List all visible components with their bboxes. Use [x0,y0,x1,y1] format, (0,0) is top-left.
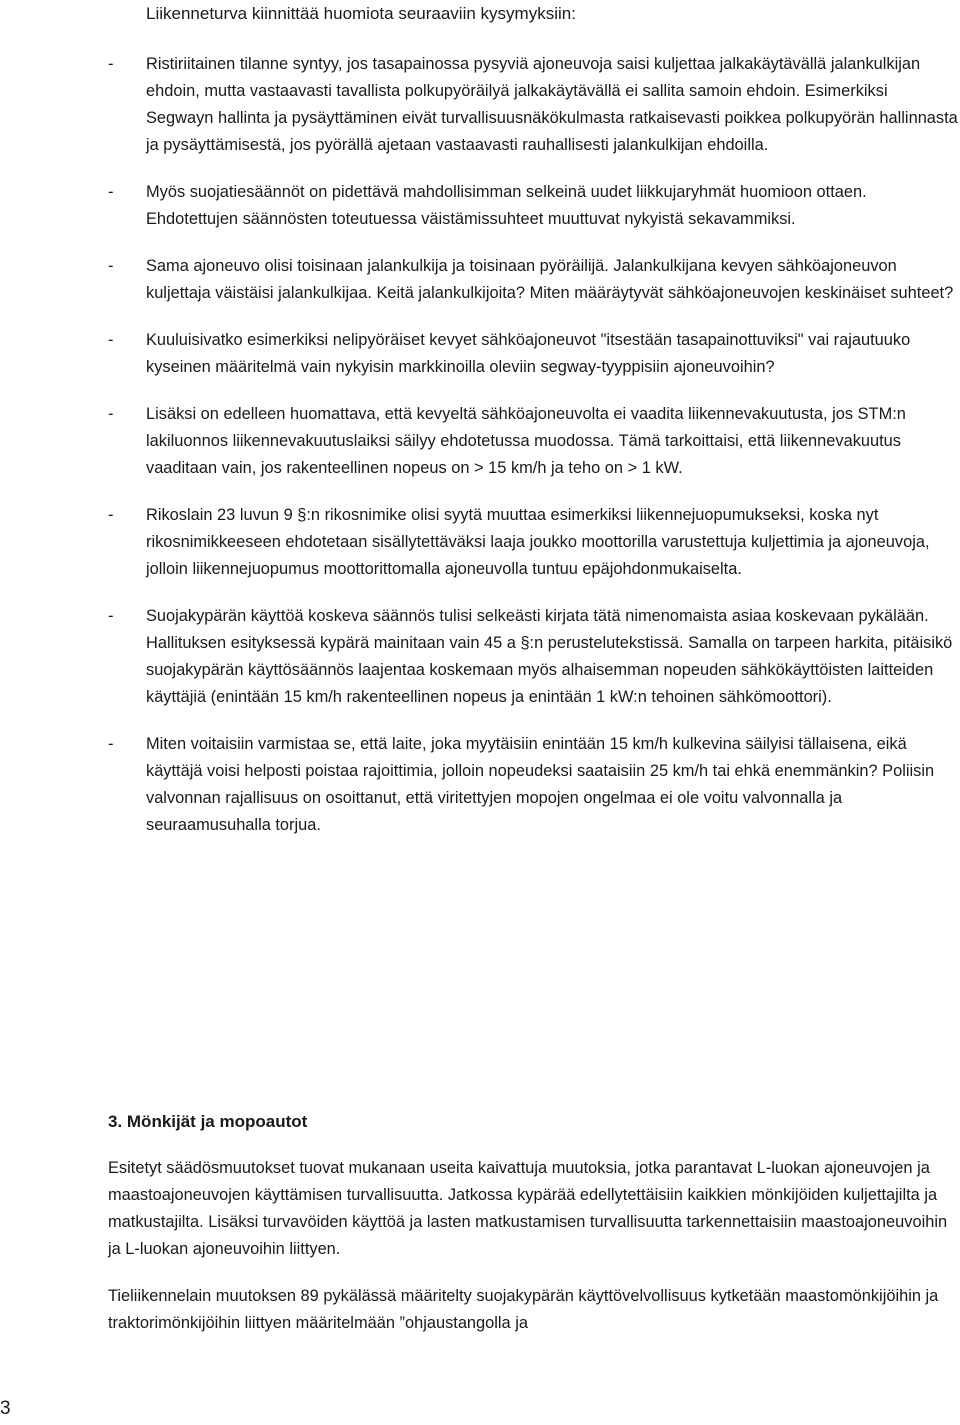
list-item [108,253,958,307]
list-item [108,327,958,381]
bullet-dash: - [108,183,114,201]
list-item [108,731,958,839]
bullet-dash: - [108,55,114,73]
list-item-text: Kuuluisivatko esimerkiksi nelipyöräiset kevyet sähköajoneuvot "itsestään tasapainottuviksi" vai rajautuuko kyseinen määritelmä vain nykyisin markkinoilla oleviin segway-tyyppisiin ajoneuvoihin? [146,331,911,376]
bullet-dash: - [108,257,114,275]
list-item-text: Lisäksi on edelleen huomattava, että kevyeltä sähköajoneuvolta ei vaadita liikennevakuutusta, jos STM:n lakiluonnos liikennevakuutuslaiksi säilyy ehdotetussa muodossa. Tämä tarkoittaisi, että liikennevakuutus vaaditaan vain, jos rakenteellinen nopeus on > 15 km/h ja teho on > 1 kW. [146,405,906,477]
section-mopeds [108,1108,958,1357]
list-item [108,502,958,583]
bullet-dash: - [108,405,114,423]
bullet-dash: - [108,607,114,625]
intro-text: Liikenneturva kiinnittää huomiota seuraaviin kysymyksiin: [146,4,576,23]
paragraph: Tieliikennelain muutoksen 89 pykälässä määritelty suojakypärän käyttövelvollisuus kytketään maastomönkijöihin ja traktorimönkijöihin liittyen määritelmään ”ohjaustangolla ja [108,1287,939,1332]
page-number: 3 [0,1398,11,1419]
list-item [108,401,958,482]
list-item-text: Miten voitaisiin varmistaa se, että laite, joka myytäisiin enintään 15 km/h kulkevina säilyisi tällaisena, eikä käyttäjä voisi helposti poistaa rajoittimia, jolloin nopeudeksi saataisiin 25 km/h tai ehkä enemmänkin? Poliisin valvonnan rajallisuus on osoittanut, että viritettyjen mopojen ongelmaa ei ole voitu valvonnalla ja seuraamusuhalla torjua. [146,735,935,834]
section-heading: 3. Mönkijät ja mopoautot [108,1112,308,1131]
list-item [108,603,958,711]
list-item-text: Suojakypärän käyttöä koskeva säännös tulisi selkeästi kirjata tätä nimenomaista asiaa koskevaan pykälään. Hallituksen esityksessä kypärä mainitaan vain 45 a §:n perustelutekstissä. Samalla on tarpeen harkita, pitäisikö suojakypärän käyttösäännös laajentaa koskemaan myös alhaisemman nopeuden sähkökäyttöisten laitteiden käyttäjiä (enintään 15 km/h rakenteellinen nopeus ja enintään 1 kW:n tehoinen sähkömoottori). [146,607,953,706]
list-item-text: Myös suojatiesäännöt on pidettävä mahdollisimman selkeinä uudet liikkujaryhmät huomioon ottaen. Ehdotettujen säännösten toteutuessa väistämissuhteet muuttuvat nykyistä sekavammiksi. [146,183,867,228]
list-item [108,179,958,233]
paragraph: Esitetyt säädösmuutokset tuovat mukanaan useita kaivattuja muutoksia, jotka parantavat L-luokan ajoneuvojen ja maastoajoneuvojen käyttämisen turvallisuutta. Jatkossa kypärää edellytettäisiin kaikkien mönkijöiden kuljettajilta ja matkustajilta. Lisäksi turvavöiden käyttöä ja lasten matkustamisen turvallisuutta tarkennettaisiin maastoajoneuvoihin ja L-luokan ajoneuvoihin liittyen. [108,1159,948,1258]
bullet-dash: - [108,506,114,524]
bullet-dash: - [108,331,114,349]
list-item-text: Rikoslain 23 luvun 9 §:n rikosnimike olisi syytä muuttaa esimerkiksi liikennejuopumukseksi, koska nyt rikosnimikkeeseen ehdotetaan sisällytettäväksi laaja joukko moottorilla varustettuja kuljettimia ja ajoneuvoja, jolloin liikennejuopumus moottorittomalla ajoneuvolla tuntuu epäjohdonmukaiselta. [146,506,930,578]
list-item [108,51,958,159]
bullet-list [108,51,958,859]
list-item-text: Sama ajoneuvo olisi toisinaan jalankulkija ja toisinaan pyöräilijä. Jalankulkijana kevyen sähköajoneuvon kuljettaja väistäisi jalankulkijaa. Keitä jalankulkijoita? Miten määräytyvät sähköajoneuvojen keskinäiset suhteet? [146,257,954,302]
bullet-dash: - [108,735,114,753]
list-item-text: Ristiriitainen tilanne syntyy, jos tasapainossa pysyviä ajoneuvoja saisi kuljettaa jalkakäytävällä jalankulkijan ehdoin, mutta vastaavasti tavallista polkupyöräilyä jalkakäytävällä ei sallita samoin ehdoin. Esimerkiksi Segwayn hallinta ja pysäyttäminen eivät turvallisuusnäkökulmasta ratkaisevasti poikkea polkupyörän hallinnasta ja pysäyttämisestä, jos pyörällä ajetaan vastaavasti rauhallisesti jalankulkijan ehdoilla. [146,55,958,154]
